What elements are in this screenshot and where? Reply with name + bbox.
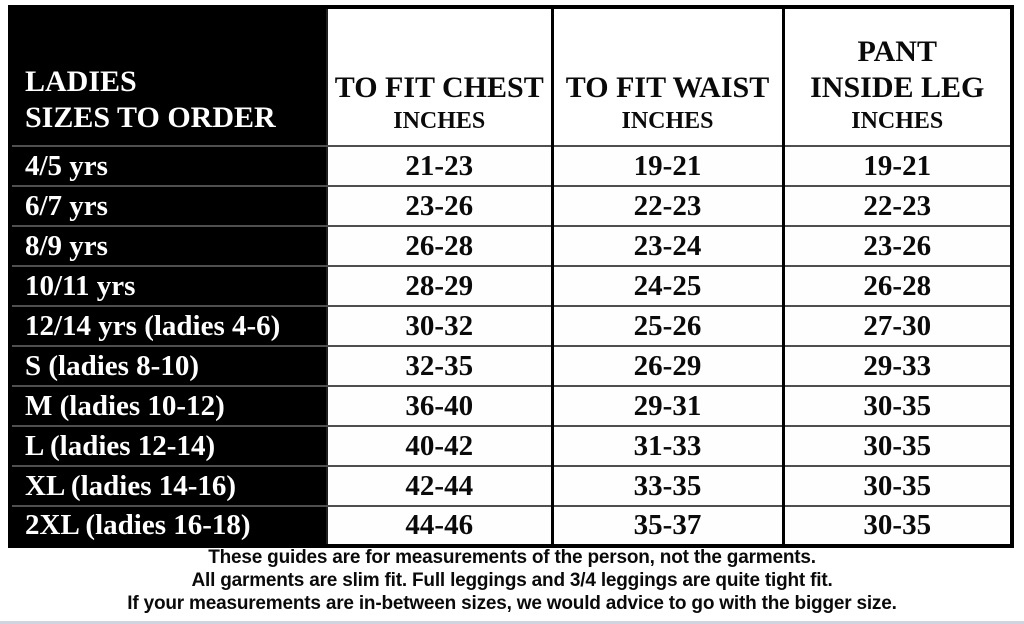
leg-cell: 30-35 <box>783 426 1012 466</box>
footer-line-3: If your measurements are in-between sizes, we would advice to go with the bigger size. <box>127 593 897 614</box>
header-waist-col <box>552 7 783 146</box>
header-chest-title: TO FIT CHEST <box>334 71 544 104</box>
waist-cell: 31-33 <box>552 426 783 466</box>
size-cell: 6/7 yrs <box>10 186 327 226</box>
waist-cell: 24-25 <box>552 266 783 306</box>
leg-cell: 29-33 <box>783 346 1012 386</box>
size-cell: 12/14 yrs (ladies 4-6) <box>10 306 327 346</box>
header-waist-units: INCHES <box>621 108 714 134</box>
header-leg-units: INCHES <box>851 108 944 134</box>
chest-cell: 32-35 <box>327 346 552 386</box>
table-row <box>10 426 1012 466</box>
table-row <box>10 306 1012 346</box>
waist-cell: 29-31 <box>552 386 783 426</box>
size-cell: 10/11 yrs <box>10 266 327 306</box>
size-cell: XL (ladies 14-16) <box>10 466 327 506</box>
header-size-line2: SIZES TO ORDER <box>25 101 276 134</box>
chest-cell: 36-40 <box>327 386 552 426</box>
chest-cell: 21-23 <box>327 146 552 186</box>
footer-line-1: These guides are for measurements of the person, not the garments. <box>208 547 816 568</box>
leg-cell: 30-35 <box>783 466 1012 506</box>
chest-cell: 23-26 <box>327 186 552 226</box>
table-row <box>10 146 1012 186</box>
size-cell: 4/5 yrs <box>10 146 327 186</box>
chest-cell: 44-46 <box>327 506 552 546</box>
size-cell: 8/9 yrs <box>10 226 327 266</box>
chest-cell: 26-28 <box>327 226 552 266</box>
chest-cell: 40-42 <box>327 426 552 466</box>
leg-cell: 27-30 <box>783 306 1012 346</box>
header-size-col <box>10 7 327 146</box>
footer-line-2: All garments are slim fit. Full leggings and 3/4 leggings are quite tight fit. <box>191 570 833 591</box>
waist-cell: 22-23 <box>552 186 783 226</box>
leg-cell: 30-35 <box>783 506 1012 546</box>
footer-note <box>0 546 1024 615</box>
header-waist-title: TO FIT WAIST <box>565 71 770 104</box>
size-cell: L (ladies 12-14) <box>10 426 327 466</box>
table-row <box>10 226 1012 266</box>
table-row <box>10 186 1012 226</box>
waist-cell: 33-35 <box>552 466 783 506</box>
header-size-line1: LADIES <box>25 65 137 98</box>
leg-cell: 30-35 <box>783 386 1012 426</box>
waist-cell: 35-37 <box>552 506 783 546</box>
size-cell: 2XL (ladies 16-18) <box>10 506 327 546</box>
waist-cell: 23-24 <box>552 226 783 266</box>
chest-cell: 30-32 <box>327 306 552 346</box>
header-row <box>10 7 1012 146</box>
size-cell: S (ladies 8-10) <box>10 346 327 386</box>
table-row <box>10 266 1012 306</box>
chest-cell: 28-29 <box>327 266 552 306</box>
table-row <box>10 466 1012 506</box>
waist-cell: 26-29 <box>552 346 783 386</box>
table-row <box>10 386 1012 426</box>
header-chest-col <box>327 7 552 146</box>
header-leg-line1: PANT <box>857 35 937 68</box>
leg-cell: 19-21 <box>783 146 1012 186</box>
waist-cell: 25-26 <box>552 306 783 346</box>
leg-cell: 22-23 <box>783 186 1012 226</box>
ladies-size-chart-table <box>8 5 1014 548</box>
size-cell: M (ladies 10-12) <box>10 386 327 426</box>
table-row <box>10 346 1012 386</box>
leg-cell: 26-28 <box>783 266 1012 306</box>
leg-cell: 23-26 <box>783 226 1012 266</box>
header-leg-line2: INSIDE LEG <box>810 71 985 104</box>
waist-cell: 19-21 <box>552 146 783 186</box>
header-leg-col <box>783 7 1012 146</box>
chest-cell: 42-44 <box>327 466 552 506</box>
table-row <box>10 506 1012 546</box>
header-chest-units: INCHES <box>393 108 486 134</box>
